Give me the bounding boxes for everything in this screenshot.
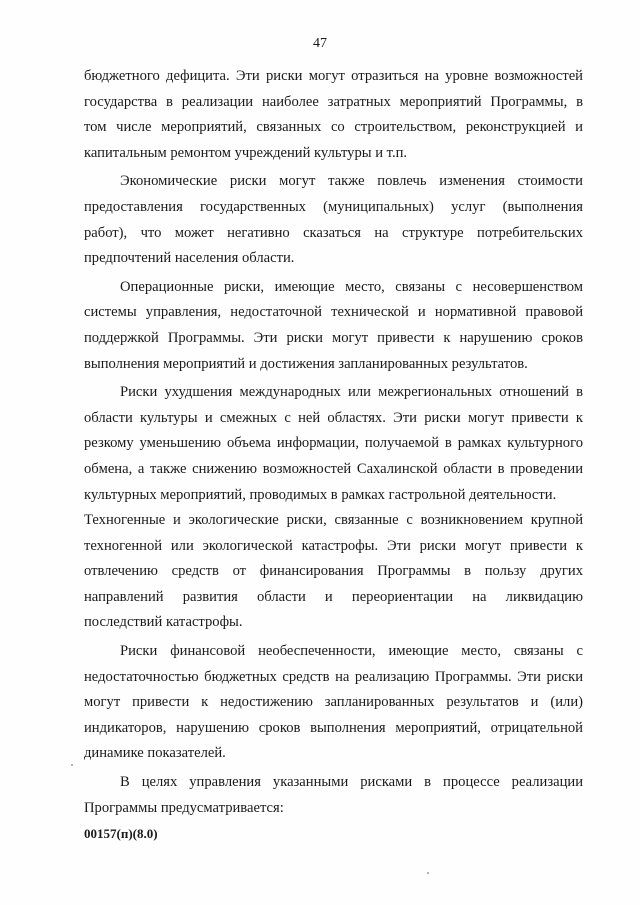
text-line: Техногенные и экологические риски, связанные с возникновением крупной bbox=[84, 512, 583, 529]
text-line: динамике показателей. bbox=[84, 745, 226, 762]
body-text bbox=[84, 64, 583, 821]
scan-speck bbox=[427, 872, 429, 874]
text-line: Экономические риски могут также повлечь изменения стоимости bbox=[120, 173, 583, 190]
text-line: Операционные риски, имеющие место, связаны с несовершенством bbox=[120, 278, 583, 295]
text-line: недостаточностью бюджетных средств на реализацию Программы. Эти риски bbox=[84, 668, 583, 685]
text-line: выполнения мероприятий и достижения запланированных результатов. bbox=[84, 355, 528, 372]
text-line: Программы предусматривается: bbox=[84, 799, 284, 816]
text-line: капитальным ремонтом учреждений культуры и т.п. bbox=[84, 144, 408, 161]
text-line: Риски финансовой необеспеченности, имеющие место, связаны с bbox=[120, 643, 583, 660]
text-line: направлений развития области и переориентации на ликвидацию bbox=[84, 588, 583, 605]
text-line: предпочтений населения области. bbox=[84, 250, 295, 267]
text-line: области культуры и смежных с ней областях. Эти риски могут привести к bbox=[84, 409, 583, 426]
text-line: поддержкой Программы. Эти риски могут привести к нарушению сроков bbox=[84, 329, 583, 346]
text-line: том числе мероприятий, связанных со строительством, реконструкцией и bbox=[84, 119, 583, 136]
text-line: Риски ухудшения международных или межрегиональных отношений в bbox=[120, 384, 583, 401]
document-code: 00157(п)(8.0) bbox=[84, 826, 158, 841]
text-line: работ), что может негативно сказаться на структуре потребительских bbox=[84, 224, 583, 241]
text-line: культурных мероприятий, проводимых в рамках гастрольной деятельности. bbox=[84, 486, 557, 503]
text-line: В целях управления указанными рисками в процессе реализации bbox=[120, 774, 583, 791]
text-line: последствий катастрофы. bbox=[84, 614, 243, 631]
text-line: бюджетного дефицита. Эти риски могут отразиться на уровне возможностей bbox=[84, 68, 583, 84]
text-line: системы управления, недостаточной технической и нормативной правовой bbox=[84, 304, 583, 321]
text-line: отвлечению средств от финансирования Программы в пользу других bbox=[84, 563, 583, 580]
text-line: индикаторов, нарушению сроков выполнения мероприятий, отрицательной bbox=[84, 719, 583, 736]
text-line: техногенной или экологической катастрофы. Эти риски могут привести к bbox=[84, 537, 583, 554]
scan-speck bbox=[71, 764, 73, 766]
text-line: государства в реализации наиболее затратных мероприятий Программы, в bbox=[84, 93, 583, 110]
page-number: 47 bbox=[313, 36, 327, 51]
text-line: могут привести к недостижению запланированных результатов и (или) bbox=[84, 694, 583, 711]
text-line: предоставления государственных (муниципальных) услуг (выполнения bbox=[84, 198, 583, 215]
text-line: обмена, а также снижению возможностей Сахалинской области в проведении bbox=[84, 460, 583, 477]
text-line: резкому уменьшению объема информации, получаемой в рамках культурного bbox=[84, 435, 583, 452]
